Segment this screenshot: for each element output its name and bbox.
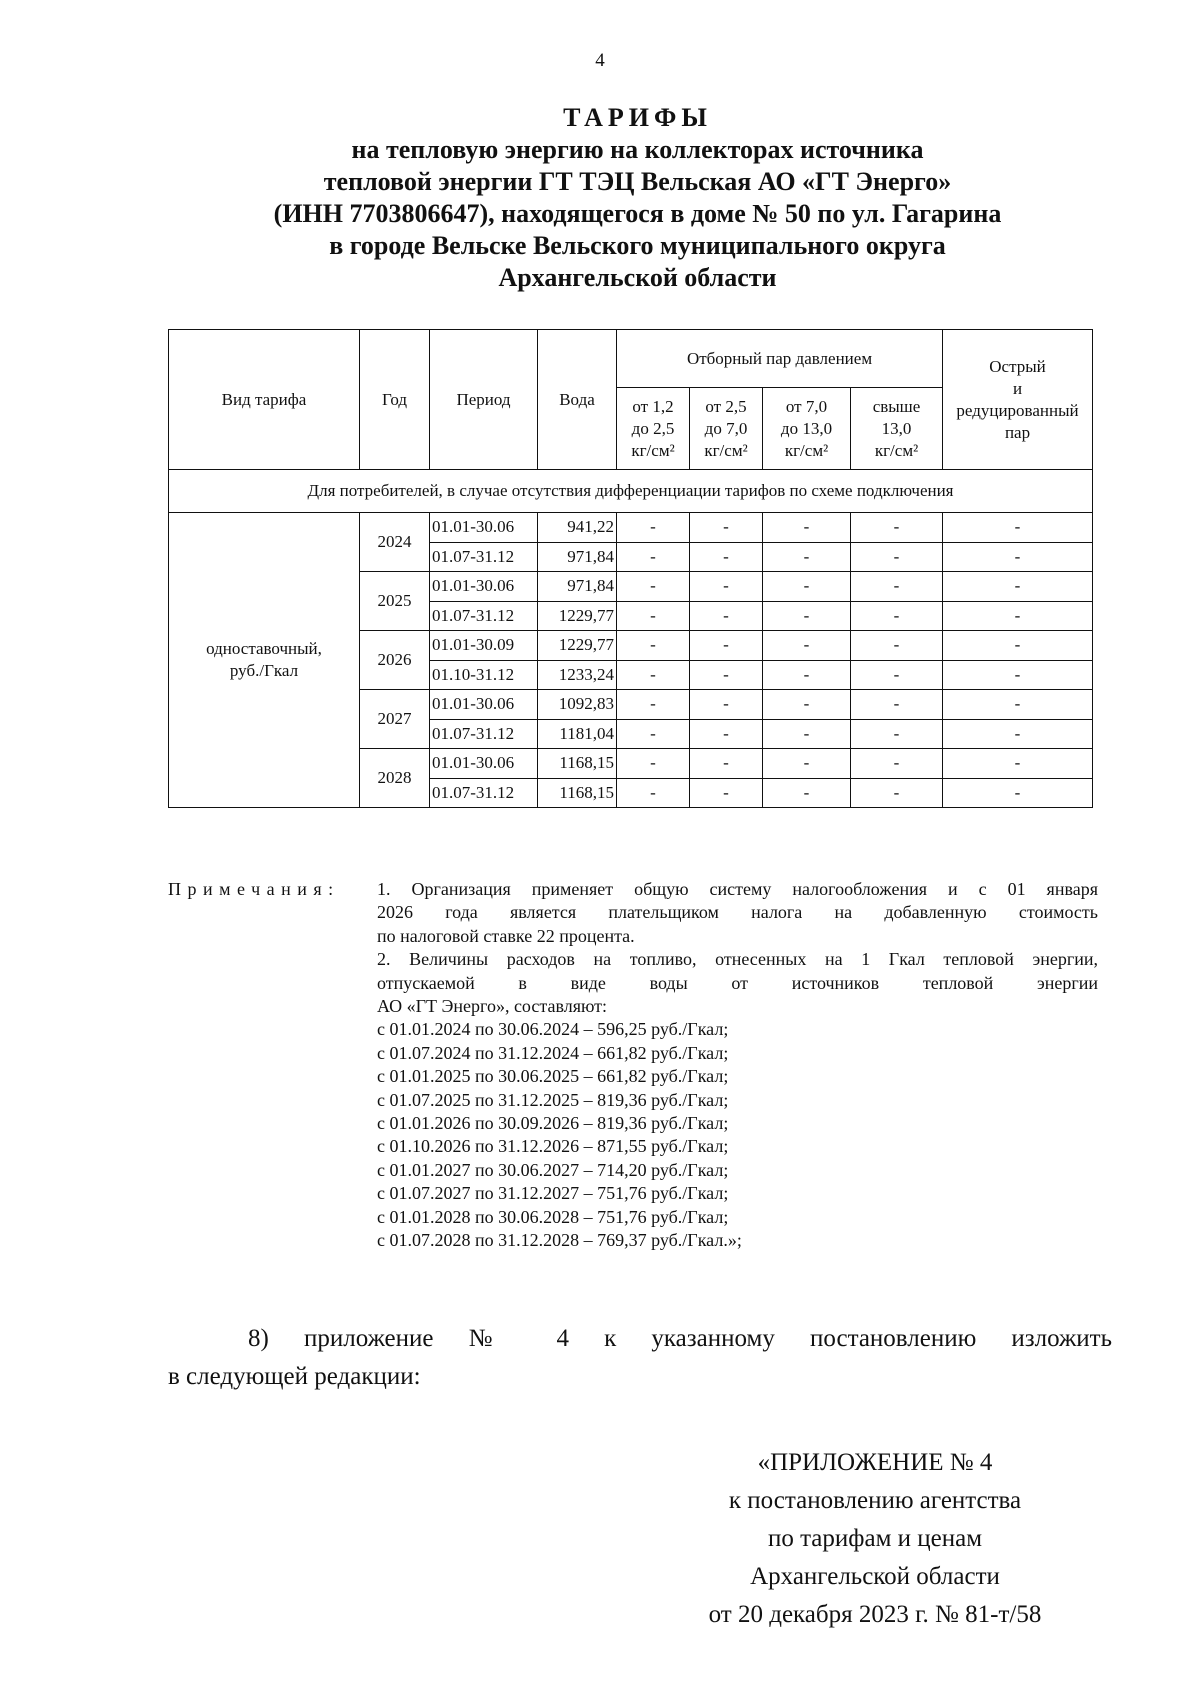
appendix-line: по тарифам и ценам [767, 1525, 983, 1552]
header-period: Период [430, 330, 538, 470]
dash-cell: - [617, 542, 690, 572]
period-cell: 01.01-30.06 [430, 572, 538, 602]
fuel-cost-line: с 01.07.2027 по 31.12.2027 – 751,76 руб./Гкал; [377, 1183, 729, 1204]
period-cell: 01.01-30.09 [430, 631, 538, 661]
water-cell: 1168,15 [538, 749, 617, 779]
water-cell: 1181,04 [538, 719, 617, 749]
dash-cell: - [851, 778, 943, 808]
fuel-cost-line: с 01.10.2026 по 31.12.2026 – 871,55 руб./Гкал; [377, 1136, 729, 1157]
dash-cell: - [690, 719, 763, 749]
title-heading: ТАРИФЫ [563, 103, 712, 132]
year-cell: 2025 [360, 572, 430, 631]
dash-cell: - [943, 513, 1093, 543]
dash-cell: - [943, 778, 1093, 808]
dash-cell: - [943, 690, 1093, 720]
period-cell: 01.01-30.06 [430, 690, 538, 720]
water-cell: 941,22 [538, 513, 617, 543]
title-line: (ИНН 7703806647), находящегося в доме № 50 по ул. Гагарина [273, 199, 1002, 228]
dash-cell: - [690, 778, 763, 808]
dash-cell: - [690, 749, 763, 779]
period-cell: 01.07-31.12 [430, 542, 538, 572]
water-cell: 971,84 [538, 572, 617, 602]
year-cell: 2028 [360, 749, 430, 808]
tariff-type-cell [169, 513, 360, 808]
dash-cell: - [617, 572, 690, 602]
header-steam-3: от 7,0 до 13,0 кг/см² [763, 388, 851, 470]
water-cell: 971,84 [538, 542, 617, 572]
dash-cell: - [851, 542, 943, 572]
year-cell: 2026 [360, 631, 430, 690]
dash-cell: - [943, 719, 1093, 749]
water-cell: 1229,77 [538, 601, 617, 631]
dash-cell: - [943, 572, 1093, 602]
period-cell: 01.10-31.12 [430, 660, 538, 690]
dash-cell: - [763, 542, 851, 572]
dash-cell: - [943, 601, 1093, 631]
note-1-line: 1. Организация применяет общую систему налогообложения и с 01 января [377, 879, 1098, 899]
dash-cell: - [617, 660, 690, 690]
fuel-cost-line: с 01.07.2028 по 31.12.2028 – 769,37 руб./Гкал.»; [377, 1230, 742, 1251]
title-line: в городе Вельске Вельского муниципального округа [329, 231, 946, 260]
water-cell: 1168,15 [538, 778, 617, 808]
dash-cell: - [763, 778, 851, 808]
water-cell: 1233,24 [538, 660, 617, 690]
table-row [169, 513, 1093, 543]
header-sharp-steam-line: редуцированный [956, 400, 1079, 420]
note-1-line: 2026 года является плательщиком налога на добавленную стоимость [377, 902, 1098, 923]
tariff-table [168, 329, 1093, 808]
dash-cell: - [617, 719, 690, 749]
appendix-line: «ПРИЛОЖЕНИЕ № 4 [757, 1449, 993, 1476]
dash-cell: - [763, 719, 851, 749]
header-steam-2: от 2,5 до 7,0 кг/см² [690, 388, 763, 470]
dash-cell: - [690, 660, 763, 690]
dash-cell: - [617, 513, 690, 543]
notes-label: Примечания: [168, 879, 340, 899]
header-year: Год [360, 330, 430, 470]
dash-cell: - [763, 690, 851, 720]
period-cell: 01.07-31.12 [430, 719, 538, 749]
dash-cell: - [763, 631, 851, 661]
dash-cell: - [851, 719, 943, 749]
fuel-cost-line: с 01.07.2025 по 31.12.2025 – 819,36 руб./Гкал; [377, 1089, 729, 1110]
fuel-cost-line: с 01.01.2025 по 30.06.2025 – 661,82 руб./Гкал; [377, 1066, 729, 1087]
note-2-line: АО «ГТ Энерго», составляют: [377, 996, 608, 1017]
dash-cell: - [851, 690, 943, 720]
dash-cell: - [943, 542, 1093, 572]
tariff-type-label: руб./Гкал [229, 661, 299, 680]
dash-cell: - [851, 660, 943, 690]
period-cell: 01.07-31.12 [430, 778, 538, 808]
fuel-cost-line: с 01.01.2026 по 30.09.2026 – 819,36 руб./Гкал; [377, 1113, 729, 1134]
title-line: Архангельской области [498, 263, 777, 292]
dash-cell: - [690, 690, 763, 720]
instruction-line: 8) приложение № 4 к указанному постановлению изложить [248, 1325, 1112, 1352]
dash-cell: - [617, 690, 690, 720]
title-line: тепловой энергии ГТ ТЭЦ Вельская АО «ГТ Энерго» [323, 167, 952, 196]
title-line: на тепловую энергию на коллекторах источника [351, 135, 924, 164]
dash-cell: - [943, 660, 1093, 690]
header-tariff-type: Вид тарифа [169, 330, 360, 470]
dash-cell: - [617, 631, 690, 661]
period-cell: 01.01-30.06 [430, 749, 538, 779]
fuel-cost-list [377, 1018, 1098, 1252]
header-steam-1: от 1,2 до 2,5 кг/см² [617, 388, 690, 470]
appendix-header [650, 1444, 1100, 1634]
instruction-paragraph [168, 1320, 1112, 1396]
fuel-cost-line: с 01.01.2024 по 30.06.2024 – 596,25 руб./Гкал; [377, 1019, 729, 1040]
dash-cell: - [851, 749, 943, 779]
note-2-line: отпускаемой в виде воды от источников тепловой энергии [377, 972, 1098, 993]
document-title [0, 102, 1200, 294]
instruction-line: в следующей редакции: [168, 1363, 421, 1390]
dash-cell: - [617, 749, 690, 779]
water-cell: 1092,83 [538, 690, 617, 720]
header-sharp-steam-line: и [1012, 378, 1023, 398]
dash-cell: - [763, 513, 851, 543]
dash-cell: - [763, 749, 851, 779]
header-steam-group: Отборный пар давлением [617, 330, 943, 388]
header-sharp-steam-line: Острый [989, 356, 1046, 376]
appendix-line: от 20 декабря 2023 г. № 81-т/58 [708, 1601, 1042, 1628]
dash-cell: - [943, 749, 1093, 779]
year-cell: 2024 [360, 513, 430, 572]
fuel-cost-line: с 01.07.2024 по 31.12.2024 – 661,82 руб./Гкал; [377, 1042, 729, 1063]
appendix-line: Архангельской области [750, 1563, 1000, 1590]
dash-cell: - [943, 631, 1093, 661]
dash-cell: - [617, 601, 690, 631]
dash-cell: - [690, 513, 763, 543]
water-cell: 1229,77 [538, 631, 617, 661]
period-cell: 01.01-30.06 [430, 513, 538, 543]
dash-cell: - [763, 660, 851, 690]
header-steam-4: свыше 13,0 кг/см² [851, 388, 943, 470]
dash-cell: - [690, 631, 763, 661]
note-1-line: по налоговой ставке 22 процента. [377, 925, 635, 946]
dash-cell: - [851, 601, 943, 631]
dash-cell: - [851, 631, 943, 661]
page-number: 4 [595, 50, 605, 71]
dash-cell: - [851, 513, 943, 543]
dash-cell: - [851, 572, 943, 602]
fuel-cost-line: с 01.01.2028 по 30.06.2028 – 751,76 руб./Гкал; [377, 1206, 729, 1227]
dash-cell: - [690, 572, 763, 602]
fuel-cost-line: с 01.01.2027 по 30.06.2027 – 714,20 руб./Гкал; [377, 1159, 729, 1180]
header-sharp-steam-line: пар [1004, 422, 1031, 442]
note-2-line: 2. Величины расходов на топливо, отнесенных на 1 Гкал тепловой энергии, [377, 949, 1098, 970]
dash-cell: - [763, 572, 851, 602]
section-note: Для потребителей, в случае отсутствия дифференциации тарифов по схеме подключения [169, 470, 1093, 513]
period-cell: 01.07-31.12 [430, 601, 538, 631]
year-cell: 2027 [360, 690, 430, 749]
tariff-type-label: одноставочный, [206, 639, 322, 658]
dash-cell: - [763, 601, 851, 631]
notes-body [377, 878, 1098, 1253]
header-sharp-steam [943, 330, 1093, 470]
appendix-line: к постановлению агентства [728, 1487, 1022, 1514]
dash-cell: - [617, 778, 690, 808]
header-water: Вода [538, 330, 617, 470]
dash-cell: - [690, 542, 763, 572]
dash-cell: - [690, 601, 763, 631]
